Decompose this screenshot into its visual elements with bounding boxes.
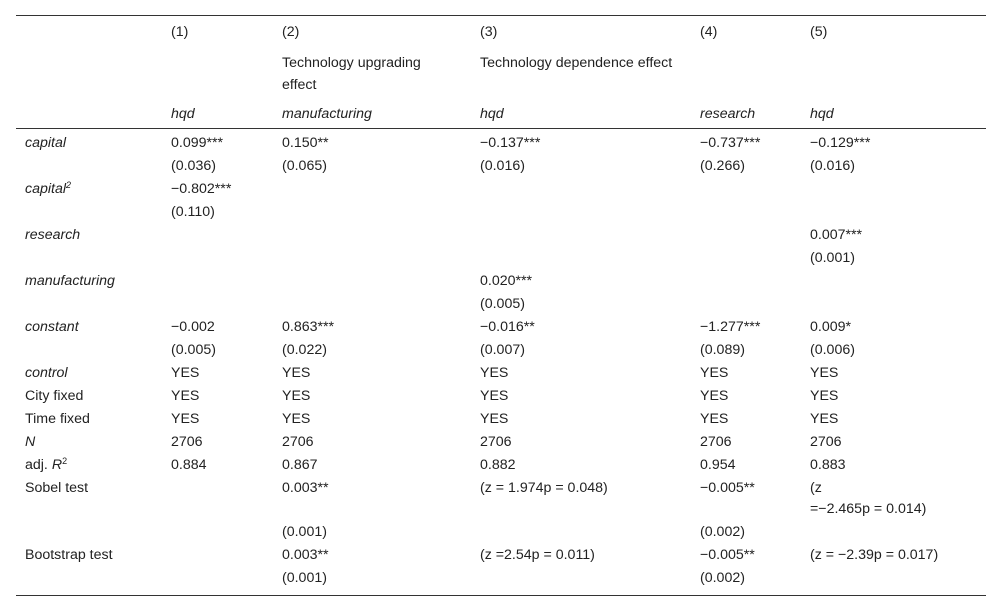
time-fixed-val-2: YES <box>282 411 311 427</box>
capital-coef-2: 0.150** <box>282 135 329 151</box>
constant-se-4: (0.089) <box>700 342 745 358</box>
row-label-city-fixed: City fixed <box>25 388 84 404</box>
control-val-3: YES <box>480 365 509 381</box>
constant-se-3: (0.007) <box>480 342 525 358</box>
bootstrap-se-2: (0.001) <box>282 570 327 586</box>
regression-table <box>16 0 986 611</box>
row-label-bootstrap-test: Bootstrap test <box>25 547 113 563</box>
adj-r2-val-4: 0.954 <box>700 457 736 473</box>
row-label-adj-r2: adj. $R^2$ <box>25 456 68 473</box>
manufacturing-coef-3: 0.020*** <box>480 273 533 289</box>
city-fixed-val-3: YES <box>480 388 509 404</box>
city-fixed-val-1: YES <box>171 388 200 404</box>
dep-var-3: hqd <box>480 106 504 122</box>
sobel-z-3: (z = 1.974p = 0.048) <box>480 480 608 496</box>
sobel-z-5-line2: =−2.465p = 0.014) <box>810 501 927 517</box>
capital-coef-3: −0.137*** <box>480 135 541 151</box>
constant-coef-4: −1.277*** <box>700 319 761 335</box>
adj-r2-val-3: 0.882 <box>480 457 516 473</box>
constant-coef-1: −0.002 <box>171 319 215 335</box>
control-val-4: YES <box>700 365 729 381</box>
row-label-capital: capital <box>25 135 67 151</box>
adj-r2-val-1: 0.884 <box>171 457 207 473</box>
time-fixed-val-5: YES <box>810 411 839 427</box>
group-upgrading-effect: Technology upgrading effect <box>282 55 421 93</box>
city-fixed-val-4: YES <box>700 388 729 404</box>
capital-se-4: (0.266) <box>700 158 745 174</box>
col-num-5: (5) <box>810 24 828 40</box>
capital-coef-5: −0.129*** <box>810 135 871 151</box>
capital-coef-1: 0.099*** <box>171 135 224 151</box>
city-fixed-val-5: YES <box>810 388 839 404</box>
bootstrap-se-4: (0.002) <box>700 570 745 586</box>
capital-coef-4: −0.737*** <box>700 135 761 151</box>
bootstrap-z-3: (z =2.54p = 0.011) <box>480 547 595 563</box>
col-num-3: (3) <box>480 24 498 40</box>
sobel-coef-4: −0.005** <box>700 480 755 496</box>
group-dependence-effect: Technology dependence effect <box>480 55 673 71</box>
capital2-se-1: (0.110) <box>171 204 215 220</box>
n-val-1: 2706 <box>171 434 203 450</box>
n-val-2: 2706 <box>282 434 314 450</box>
bootstrap-coef-2: 0.003** <box>282 547 329 563</box>
bootstrap-coef-4: −0.005** <box>700 547 755 563</box>
time-fixed-val-3: YES <box>480 411 509 427</box>
sobel-se-2: (0.001) <box>282 524 327 540</box>
constant-coef-3: −0.016** <box>480 319 535 335</box>
sobel-coef-2: 0.003** <box>282 480 329 496</box>
adj-r2-val-2: 0.867 <box>282 457 318 473</box>
dep-var-5: hqd <box>810 106 834 122</box>
bootstrap-z-5: (z = −2.39p = 0.017) <box>810 547 939 563</box>
row-label-control: control <box>25 365 68 381</box>
n-val-5: 2706 <box>810 434 842 450</box>
row-label-capital-squared: capital$^2$ <box>25 180 72 197</box>
research-se-5: (0.001) <box>810 250 855 266</box>
manufacturing-se-3: (0.005) <box>480 296 525 312</box>
constant-coef-2: 0.863*** <box>282 319 335 335</box>
sobel-z-5-line1: (z <box>810 480 822 496</box>
city-fixed-val-2: YES <box>282 388 311 404</box>
capital-se-5: (0.016) <box>810 158 855 174</box>
col-num-4: (4) <box>700 24 718 40</box>
bottom-rule <box>16 595 986 596</box>
row-label-n: N <box>25 434 36 450</box>
control-val-1: YES <box>171 365 200 381</box>
time-fixed-val-4: YES <box>700 411 729 427</box>
row-label-research: research <box>25 227 81 243</box>
row-label-time-fixed: Time fixed <box>25 411 90 427</box>
header-rule <box>16 128 986 129</box>
n-val-4: 2706 <box>700 434 732 450</box>
research-coef-5: 0.007*** <box>810 227 863 243</box>
row-label-sobel-test: Sobel test <box>25 480 89 496</box>
constant-se-2: (0.022) <box>282 342 327 358</box>
dep-var-1: hqd <box>171 106 195 122</box>
capital2-coef-1: −0.802*** <box>171 181 232 197</box>
sobel-se-4: (0.002) <box>700 524 745 540</box>
control-val-5: YES <box>810 365 839 381</box>
dep-var-4: research <box>700 106 756 122</box>
top-rule <box>16 15 986 16</box>
constant-coef-5: 0.009* <box>810 319 852 335</box>
capital-se-3: (0.016) <box>480 158 525 174</box>
row-label-constant: constant <box>25 319 79 335</box>
adj-r2-val-5: 0.883 <box>810 457 846 473</box>
col-num-2: (2) <box>282 24 300 40</box>
col-num-1: (1) <box>171 24 189 40</box>
constant-se-5: (0.006) <box>810 342 855 358</box>
row-label-manufacturing: manufacturing <box>25 273 115 289</box>
time-fixed-val-1: YES <box>171 411 200 427</box>
capital-se-2: (0.065) <box>282 158 327 174</box>
n-val-3: 2706 <box>480 434 512 450</box>
capital-se-1: (0.036) <box>171 158 216 174</box>
control-val-2: YES <box>282 365 311 381</box>
dep-var-2: manufacturing <box>282 106 372 122</box>
constant-se-1: (0.005) <box>171 342 216 358</box>
